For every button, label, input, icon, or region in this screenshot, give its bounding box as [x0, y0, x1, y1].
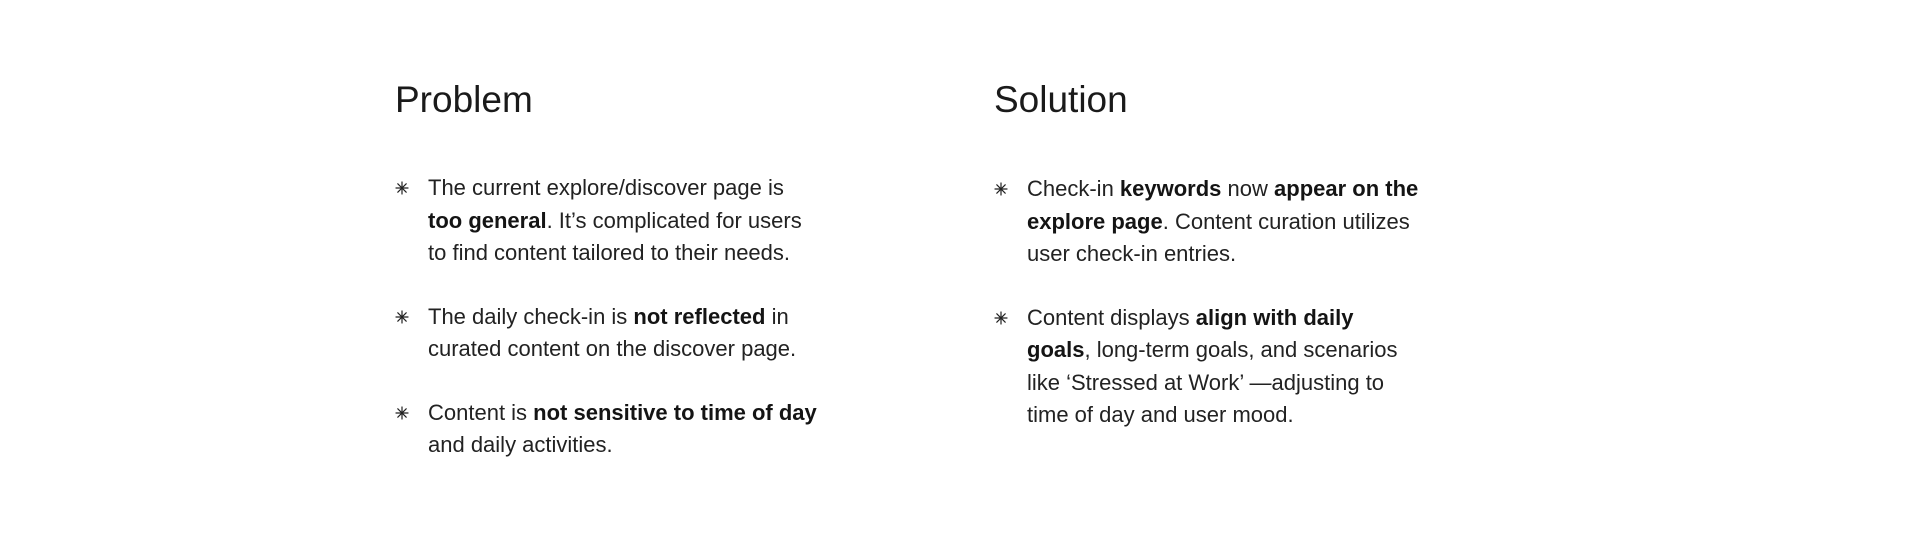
- bullet-text: now: [1221, 176, 1275, 201]
- bullet-text: , long-term goals, and scenarios like ‘Stressed at Work’ —adjusting to time of day and user mood.: [1027, 337, 1398, 427]
- problem-item-not-reflected: [395, 301, 818, 366]
- asterisk-star-icon: [994, 311, 1008, 325]
- solution-item-keywords: [994, 173, 1422, 271]
- bullet-text: . Content curation utilizes user check-in entries.: [1027, 208, 1410, 266]
- bullet-text: The current explore/discover page is: [428, 175, 784, 200]
- solution-heading: Solution: [994, 79, 1128, 120]
- bullet-emphasis: too general: [428, 207, 547, 233]
- bullet-emphasis: not reflected: [633, 303, 766, 329]
- bullet-emphasis: not sensitive to time of day: [533, 399, 817, 425]
- asterisk-star-icon: [395, 406, 409, 420]
- bullet-text: Content displays: [1027, 304, 1196, 330]
- asterisk-star-icon: [395, 310, 409, 324]
- bullet-emphasis: appear on the explore page: [1027, 176, 1419, 234]
- bullet-emphasis: keywords: [1119, 176, 1222, 201]
- asterisk-star-icon: [994, 182, 1008, 196]
- problem-list: [395, 172, 818, 493]
- solution-item-daily-goals: [994, 302, 1422, 432]
- bullet-emphasis: align with daily goals: [1027, 304, 1354, 362]
- bullet-text: . It’s complicated for users to find content tailored to their needs.: [428, 207, 802, 265]
- bullet-text: and daily activities.: [428, 432, 613, 457]
- bullet-text: Check-in: [1027, 176, 1120, 201]
- solution-list: [994, 173, 1422, 463]
- problem-item-too-general: [395, 172, 818, 270]
- asterisk-star-icon: [395, 181, 409, 195]
- problem-heading: Problem: [395, 79, 533, 120]
- bullet-text: in curated content on the discover page.: [428, 303, 797, 361]
- bullet-text: The daily check-in is: [428, 303, 634, 329]
- bullet-text: Content is: [428, 399, 534, 425]
- problem-item-time-of-day: [395, 397, 818, 462]
